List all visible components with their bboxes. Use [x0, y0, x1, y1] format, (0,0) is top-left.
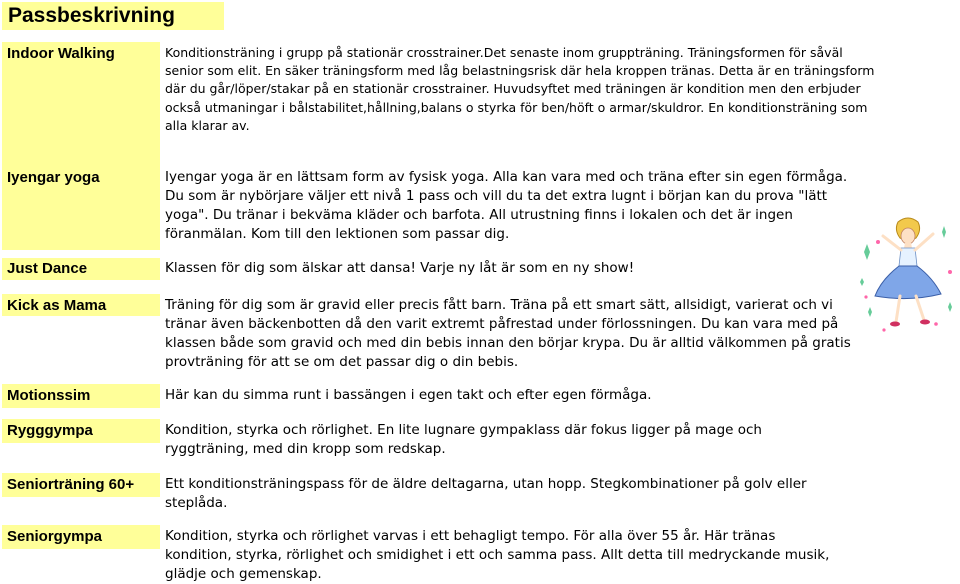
page-title: Passbeskrivning [2, 2, 224, 30]
class-description: Kondition, styrka och rörlighet. En lite lugnare gympaklass där fokus ligger på mage och ryggträning, med din kropp som redskap. [165, 422, 762, 457]
class-name: Seniorgympa [7, 528, 103, 545]
class-description: Konditionsträning i grupp på stationär crosstrainer.Det senaste inom gruppträning. Träningsformen för såväl senior som elit. En säker träningsform med låg belastningsrisk där hela kroppen tränas. Detta är en träningsform där du går/löper/stakar på en stationär crosstrainer. Huvudsyftet med träningen är kondition men den erbjuder också utmaningar i bålstabilitet,hållning,balans o styrka för ben/höft o armar/skuldror. En konditionsträning som alla klarar av. [165, 45, 875, 133]
class-description: Iyengar yoga är en lättsam form av fysisk yoga. Alla kan vara med och träna efter sin egen förmåga. Du som är nybörjare väljer ett nivå 1 pass och vill du ta det extra lugnt i början kan du prova "lätt yoga". Du tränar i bekväma kläder och barfota. All utrustning finns i lokalen och det är ingen föranmälan. Kom till den lektionen som passar dig. [165, 169, 848, 242]
class-name: Just Dance [7, 260, 88, 277]
class-name: Kick as Mama [7, 297, 107, 314]
class-description: Här kan du simma runt i bassängen i egen takt och efter egen förmåga. [165, 387, 652, 403]
class-name: Motionssim [7, 387, 91, 404]
class-name: Rygggympa [7, 422, 93, 439]
class-description: Klassen för dig som älskar att dansa! Varje ny låt är som en ny show! [165, 260, 635, 276]
class-description: Träning för dig som är gravid eller precis fått barn. Träna på ett smart sätt, allsidigt, varierat och vi tränar även bäckenbotten då den varit extremt påfrestad under förlossningen. Du kan vara med på klassen både som gravid och med din bebis innan den börjar krypa. Du är alltid välkommen på gratis provträning för att se om det passar dig o din bebis. [165, 297, 851, 370]
class-name: Indoor Walking [7, 45, 115, 62]
class-description: Kondition, styrka och rörlighet varvas i ett behagligt tempo. För alla över 55 år. Här tränas kondition, styrka, rörlighet och smidighet i ett och samma pass. Allt detta till medryckande musik, glädje och gemenskap. [165, 528, 830, 582]
class-description: Ett konditionsträningspass för de äldre deltagarna, utan hopp. Stegkombinationer på golv eller steplåda. [165, 476, 807, 511]
class-name: Iyengar yoga [7, 169, 100, 186]
dancing-woman-illustration [858, 212, 958, 344]
class-name: Seniorträning 60+ [7, 476, 135, 493]
